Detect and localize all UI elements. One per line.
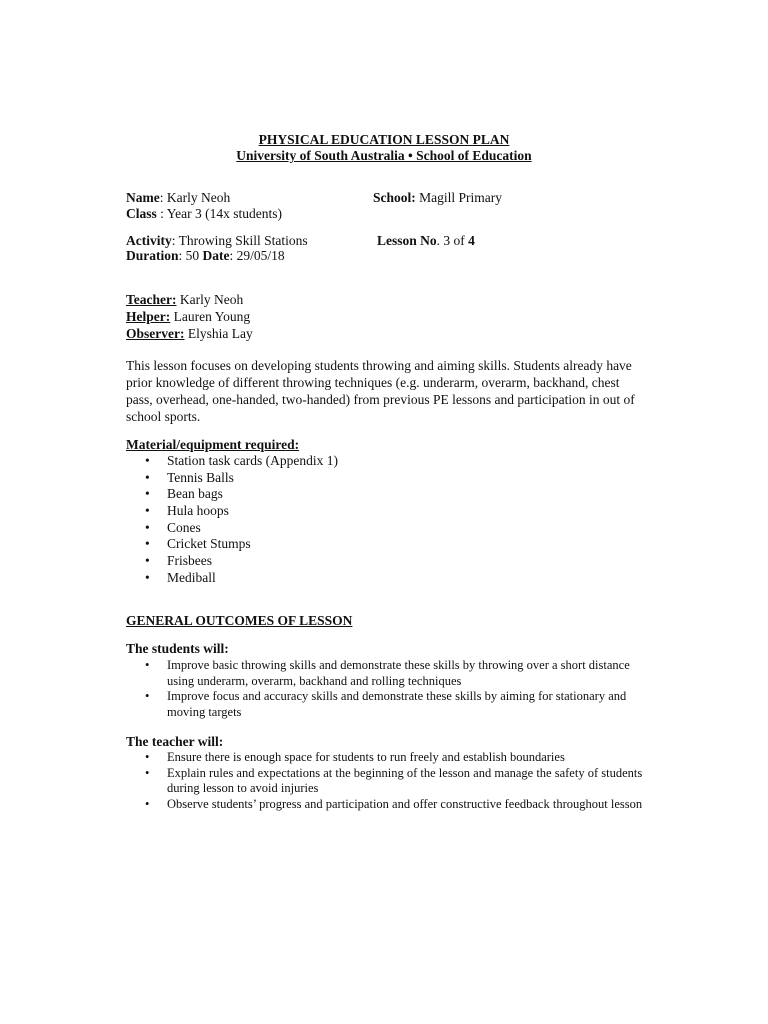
- date-value: : 29/05/18: [229, 248, 285, 263]
- name-value: : Karly Neoh: [159, 190, 231, 205]
- activity-value: : Throwing Skill Stations: [171, 233, 308, 248]
- activity-label: Activity: [126, 233, 172, 248]
- intro-paragraph: This lesson focuses on developing students throwing and aiming skills. Students already have prior knowledge of different throwing techniques (e.g. underarm, overarm, backhand, chest pass, overhead, one-handed, two-handed) from previous PE lessons and participation in out of school sports.: [126, 358, 635, 424]
- activity-line: [126, 233, 308, 249]
- observer-line: [126, 326, 253, 342]
- list-item: • Cones: [126, 520, 338, 537]
- list-item: • Mediball: [126, 570, 338, 587]
- teacher-outcomes-list: [126, 750, 646, 812]
- date-label: Date: [202, 248, 230, 263]
- list-item: • Hula hoops: [126, 503, 338, 520]
- lesson-value: . 3 of: [436, 233, 469, 248]
- outcomes-heading: GENERAL OUTCOMES OF LESSON: [126, 613, 353, 628]
- duration-label: Duration: [126, 248, 179, 263]
- helper-line: [126, 309, 250, 325]
- class-label: Class: [126, 206, 157, 221]
- materials-list: [126, 453, 338, 587]
- list-item: • Tennis Balls: [126, 470, 338, 487]
- teacher-line: [126, 292, 243, 308]
- list-item: • Improve focus and accuracy skills and demonstrate these skills by aiming for stationary and moving targets: [126, 689, 646, 720]
- list-item: • Frisbees: [126, 553, 338, 570]
- list-item: • Cricket Stumps: [126, 536, 338, 553]
- list-item: • Explain rules and expectations at the beginning of the lesson and manage the safety of students during lesson to avoid injuries: [126, 766, 646, 797]
- page-title: PHYSICAL EDUCATION LESSON PLAN: [258, 132, 510, 147]
- teacher-heading: The teacher will:: [126, 734, 224, 749]
- duration-value: : 50: [178, 248, 203, 263]
- class-value: : Year 3 (14x students): [156, 206, 283, 221]
- students-heading: The students will:: [126, 641, 229, 656]
- list-item: • Improve basic throwing skills and demonstrate these skills by throwing over a short distance using underarm, overarm, backhand and rolling techniques: [126, 658, 646, 689]
- school-label: School:: [373, 190, 416, 205]
- list-item: • Observe students’ progress and participation and offer constructive feedback throughout lesson: [126, 797, 646, 813]
- lesson-line: [377, 233, 475, 249]
- teacher-value: Karly Neoh: [176, 292, 244, 307]
- class-line: [126, 206, 282, 222]
- students-outcomes-list: [126, 658, 646, 720]
- teacher-label: Teacher:: [126, 292, 177, 307]
- list-item: • Station task cards (Appendix 1): [126, 453, 338, 470]
- name-label: Name: [126, 190, 160, 205]
- list-item: • Bean bags: [126, 486, 338, 503]
- duration-line: [126, 248, 285, 264]
- lesson-label: Lesson No: [377, 233, 437, 248]
- helper-label: Helper:: [126, 309, 171, 324]
- list-item: • Ensure there is enough space for students to run freely and establish boundaries: [126, 750, 646, 766]
- name-line: [126, 190, 230, 206]
- helper-value: Lauren Young: [170, 309, 251, 324]
- lesson-total: 4: [468, 233, 475, 248]
- materials-heading: Material/equipment required:: [126, 437, 300, 452]
- school-line: [373, 190, 502, 206]
- page-subtitle: University of South Australia • School of Education: [236, 148, 532, 163]
- observer-label: Observer:: [126, 326, 185, 341]
- observer-value: Elyshia Lay: [184, 326, 253, 341]
- school-value: Magill Primary: [415, 190, 503, 205]
